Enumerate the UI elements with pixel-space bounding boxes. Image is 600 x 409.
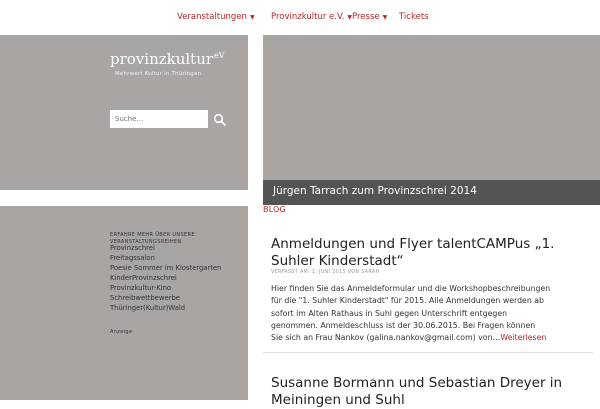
series-item-poesie-sommer[interactable]: Poesie Sommer im Klostergarten: [110, 264, 222, 272]
excerpt-line: Hier finden Sie das Anmeldeformular und die Workshopbeschreibungen: [271, 284, 551, 293]
caret-down-icon: ▼: [347, 14, 353, 21]
site-logo[interactable]: [110, 52, 225, 67]
series-item-freitagssalon[interactable]: Freitagssalon: [110, 254, 155, 262]
hero-title[interactable]: Jürgen Tarrach zum Provinzschrei 2014: [273, 185, 477, 197]
ad-label: Anzeige: [110, 329, 133, 335]
search-icon[interactable]: [213, 113, 227, 127]
logo-text: provinzkultur: [110, 50, 214, 68]
nav-provinzkultur[interactable]: [271, 12, 352, 22]
caret-down-icon: ▼: [382, 14, 388, 21]
series-item-provinzschrei[interactable]: Provinzschrei: [110, 244, 155, 252]
excerpt-line: sofort im Alten Rathaus in Suhl gegen Unterschrift entgegen: [271, 308, 508, 318]
nav-tickets[interactable]: [399, 12, 429, 22]
post-title-line: Susanne Bormann und Sebastian Dreyer in: [271, 375, 563, 391]
series-heading: ERFAHRE MEHR ÜBER UNSERE VERANSTALTUNGSREIHEN: [110, 232, 195, 245]
series-item-schreibwettbewerbe[interactable]: Schreibwettbewerbe: [110, 294, 180, 302]
logo-sup: eV: [214, 51, 225, 60]
caret-down-icon: ▼: [249, 14, 255, 21]
blog-label: BLOG: [263, 205, 286, 214]
nav-presse[interactable]: [352, 12, 387, 22]
post-title-line: Suhler Kinderstadt“: [271, 253, 404, 269]
post-title-line: Meiningen und Suhl: [271, 392, 405, 408]
series-list: [110, 243, 222, 313]
nav-provinzkultur-label: Provinzkultur e.V.: [271, 12, 345, 22]
nav-veranstaltungen[interactable]: [177, 12, 255, 22]
post-excerpt: [271, 283, 581, 344]
post-title-line: Anmeldungen und Flyer talentCAMPus „1.: [271, 236, 555, 252]
hero-slider[interactable]: [263, 35, 600, 205]
series-item-kino[interactable]: Provinzkultur-Kino: [110, 284, 172, 292]
excerpt-line-last: [271, 332, 581, 344]
nav-presse-label: Presse: [352, 12, 380, 22]
site-tagline: Mehrwert Kultur in Thüringen: [115, 71, 202, 77]
excerpt-line: für die "1. Suhler Kinderstadt" für 2015. Alle Anmeldungen werden ab: [271, 296, 544, 306]
series-item-kulturwald[interactable]: Thüringer(Kultur)Wald: [110, 304, 186, 312]
nav-tickets-label: Tickets: [399, 12, 429, 22]
post-meta: VERFASST AM: 1. JUNI 2015 VON SARAH: [271, 270, 380, 275]
search-input[interactable]: [110, 110, 208, 128]
excerpt-line: genommen. Anmeldeschluss ist der 30.06.2015. Bei Fragen können: [271, 320, 536, 330]
post-title[interactable]: [271, 375, 591, 409]
read-more-link[interactable]: Weiterlesen: [500, 333, 547, 343]
post-title[interactable]: [271, 236, 591, 270]
post-divider: [263, 352, 593, 353]
nav-veranstaltungen-label: Veranstaltungen: [177, 12, 247, 22]
excerpt-text: Sie sich an Frau Nankov (galina.nankov@gmail.com) von…: [271, 333, 501, 343]
top-navigation: [0, 0, 600, 35]
series-item-kinderprovinzschrei[interactable]: KinderProvinzschrei: [110, 274, 177, 282]
